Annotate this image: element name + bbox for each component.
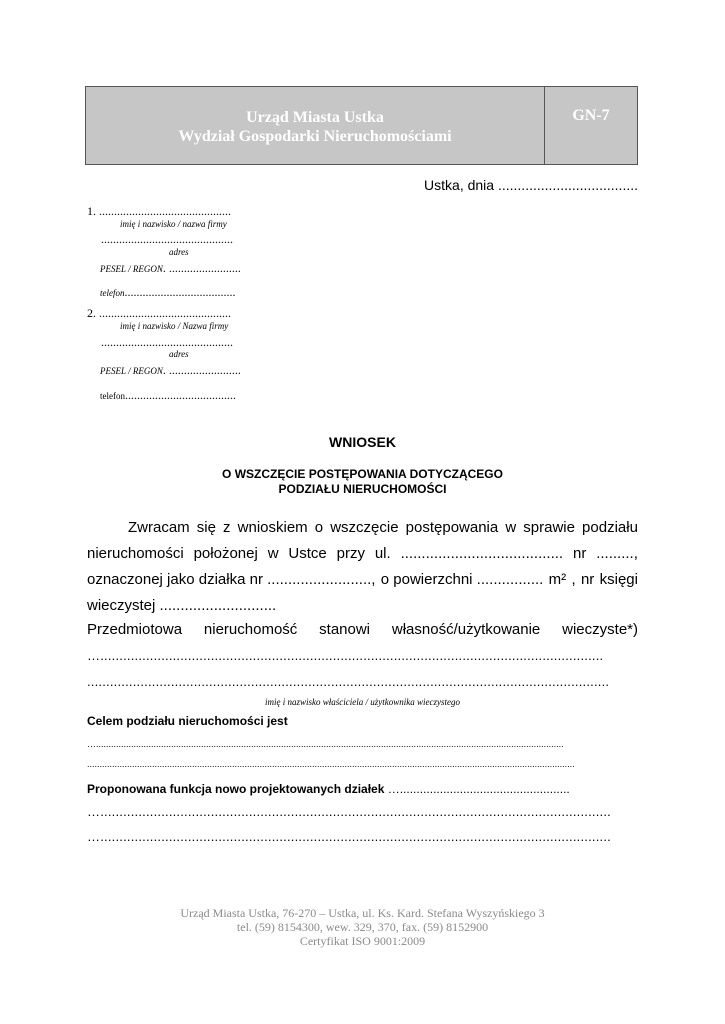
body-line-3: oznaczonej jako działka nr ........................., o powierzchni ................ m² , nr księgi <box>87 571 638 588</box>
function-field-line-1[interactable]: …...................................................................................................................................... <box>87 804 611 819</box>
document-subtitle-line-1: O WSZCZĘCIE POSTĘPOWANIA DOTYCZĄCEGO <box>222 467 503 481</box>
applicant-2-address-field[interactable]: ............................................ <box>101 335 233 349</box>
applicant-1-pesel-row[interactable] <box>100 259 241 277</box>
form-code: GN-7 <box>572 107 610 124</box>
function-label: Proponowana funkcja nowo projektowanych działek <box>87 782 385 796</box>
form-header <box>85 86 638 165</box>
applicant-1-pesel-label: PESEL / REGON <box>100 264 163 274</box>
document-subtitle-line-2: PODZIAŁU NIERUCHOMOŚCI <box>278 482 447 496</box>
applicant-1-phone-row[interactable] <box>100 283 236 301</box>
house-number-field[interactable]: ........., <box>596 545 638 562</box>
department-name: Wydział Gospodarki Nieruchomościami <box>178 128 452 145</box>
applicant-1-name-field[interactable]: 1. ............................................ <box>87 204 231 218</box>
applicant-2-name-label: imię i nazwisko / Nazwa firmy <box>120 321 229 331</box>
applicant-1-phone-field[interactable]: ..................................... <box>124 285 236 299</box>
applicant-2-name-field[interactable]: 2. ............................................ <box>87 306 231 320</box>
function-field-line-2[interactable]: …...................................................................................................................................... <box>87 829 611 844</box>
document-title: WNIOSEK <box>329 434 396 450</box>
applicant-1-name-label: imię i nazwisko / nazwa firmy <box>120 219 227 229</box>
land-register-field[interactable]: wieczystej ............................ <box>87 597 277 614</box>
function-field[interactable]: …................................................... <box>384 782 570 796</box>
applicant-2-phone-row[interactable] <box>100 386 236 404</box>
applicant-2-address-label: adres <box>169 349 189 359</box>
applicant-2-pesel-field[interactable]: . ........................ <box>162 363 241 377</box>
owner-label: imię i nazwisko właściciela / użytkownika wieczystego <box>265 697 460 707</box>
office-name: Urząd Miasta Ustka <box>246 109 384 126</box>
applicant-1-address-label: adres <box>169 247 189 257</box>
applicant-2-pesel-label: PESEL / REGON <box>100 366 163 376</box>
applicant-1-pesel-field[interactable]: . ........................ <box>162 261 241 275</box>
body-line-1: Zwracam się z wnioskiem o wszczęcie postępowania w sprawie podziału <box>128 519 638 536</box>
street-field[interactable]: ....................................... <box>400 545 564 562</box>
applicant-2-phone-field[interactable]: ..................................... <box>125 388 236 402</box>
purpose-field-line-2[interactable]: ................................................................................................................................................................................................... <box>87 759 575 769</box>
plot-number-field[interactable]: oznaczonej jako działka nr ........................., <box>87 571 376 588</box>
body-line-5: Przedmiotowa nieruchomość stanowi własność/użytkowanie wieczyste*) <box>87 621 638 638</box>
footer-address: Urząd Miasta Ustka, 76-270 – Ustka, ul. Ks. Kard. Stefana Wyszyńskiego 3 <box>180 906 545 920</box>
applicant-1-address-field[interactable]: ............................................ <box>101 232 233 246</box>
header-divider <box>544 87 545 164</box>
applicant-1-phone-label: telefon <box>100 288 125 298</box>
owner-field-line-1[interactable]: ….................................................................................................................................... <box>87 648 604 663</box>
purpose-field-line-1[interactable]: …........................................................................................................................................................................................... <box>87 739 564 749</box>
footer-contact: tel. (59) 8154300, wew. 329, 370, fax. (59) 8152900 <box>236 920 489 934</box>
applicant-2-phone-label: telefon <box>100 391 125 401</box>
function-row <box>87 780 570 798</box>
owner-field-line-2[interactable]: ......................................................................................................................................... <box>87 674 610 689</box>
area-field[interactable]: o powierzchni ................ <box>380 571 544 588</box>
body-line-2: nieruchomości położonej w Ustce przy ul. ....................................... nr ........., <box>87 545 638 562</box>
place-date-field[interactable]: Ustka, dnia .................................... <box>424 177 638 193</box>
applicant-2-pesel-row[interactable] <box>100 361 241 379</box>
footer-certificate: Certyfikat ISO 9001:2009 <box>299 934 426 948</box>
purpose-label: Celem podziału nieruchomości jest <box>87 714 288 728</box>
